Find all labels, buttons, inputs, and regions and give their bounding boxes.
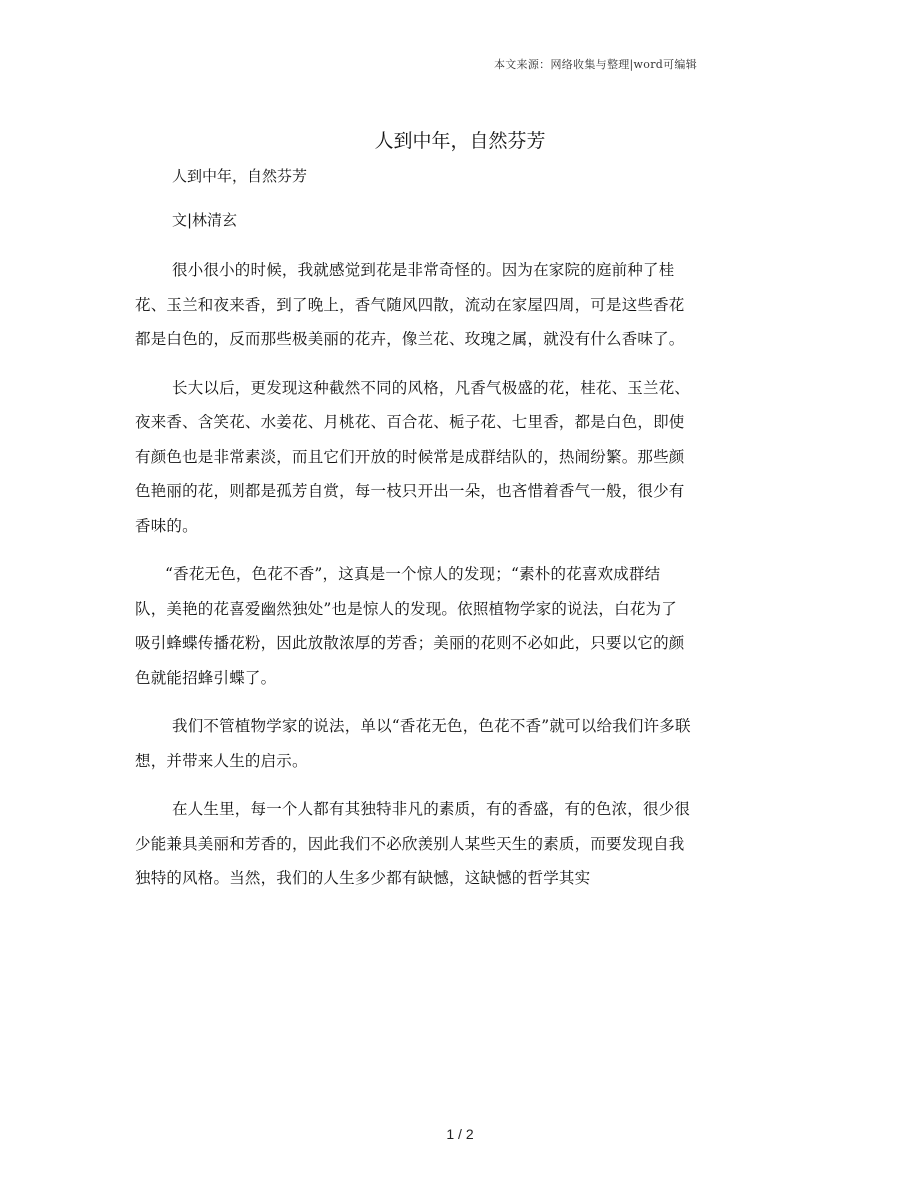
document-title: 人到中年，自然芬芳 xyxy=(374,130,546,152)
document-subtitle: 人到中年，自然芬芳 xyxy=(172,167,308,185)
paragraph: “香花无色，色花不香”，这真是一个惊人的发现；“素朴的花喜欢成群结队，美艳的花喜爱幽然独处”也是惊人的发现。依照植物学家的说法，白花为了吸引蜂蝶传播花粉，因此放散浓厚的芳香；美丽的花则不必如此，只要以它的颜色就能招蜂引蝶了。 xyxy=(135,565,685,687)
paragraph: 长大以后，更发现这种截然不同的风格，凡香气极盛的花，桂花、玉兰花、夜来香、含笑花、水姜花、月桃花、百合花、栀子花、七里香，都是白色，即使有颜色也是非常素淡，而且它们开放的时候常是成群结队的，热闹纷繁。那些颜色艳丽的花，则都是孤芳自赏，每一枝只开出一朵，也吝惜着香气一般，很少有香味的。 xyxy=(135,378,691,535)
paragraph: 很小很小的时候，我就感觉到花是非常奇怪的。因为在家院的庭前种了桂花、玉兰和夜来香，到了晚上，香气随风四散，流动在家屋四周，可是这些香花都是白色的，反而那些极美丽的花卉，像兰花、玫瑰之属，就没有什么香味了。 xyxy=(135,261,685,348)
author-line: 文|林清玄 xyxy=(172,211,238,229)
page-number: 1 / 2 xyxy=(446,1126,474,1142)
paragraph: 在人生里，每一个人都有其独特非凡的素质，有的香盛，有的色浓，很少很少能兼具美丽和芳香的，因此我们不必欣羡别人某些天生的素质，而要发现自我独特的风格。当然，我们的人生多少都有缺憾，这缺憾的哲学其实 xyxy=(135,800,691,887)
source-note: 本文来源：网络收集与整理|word可编辑 xyxy=(493,58,697,71)
article-body xyxy=(135,253,691,910)
paragraph: 我们不管植物学家的说法，单以“香花无色，色花不香”就可以给我们许多联想，并带来人生的启示。 xyxy=(135,717,691,770)
